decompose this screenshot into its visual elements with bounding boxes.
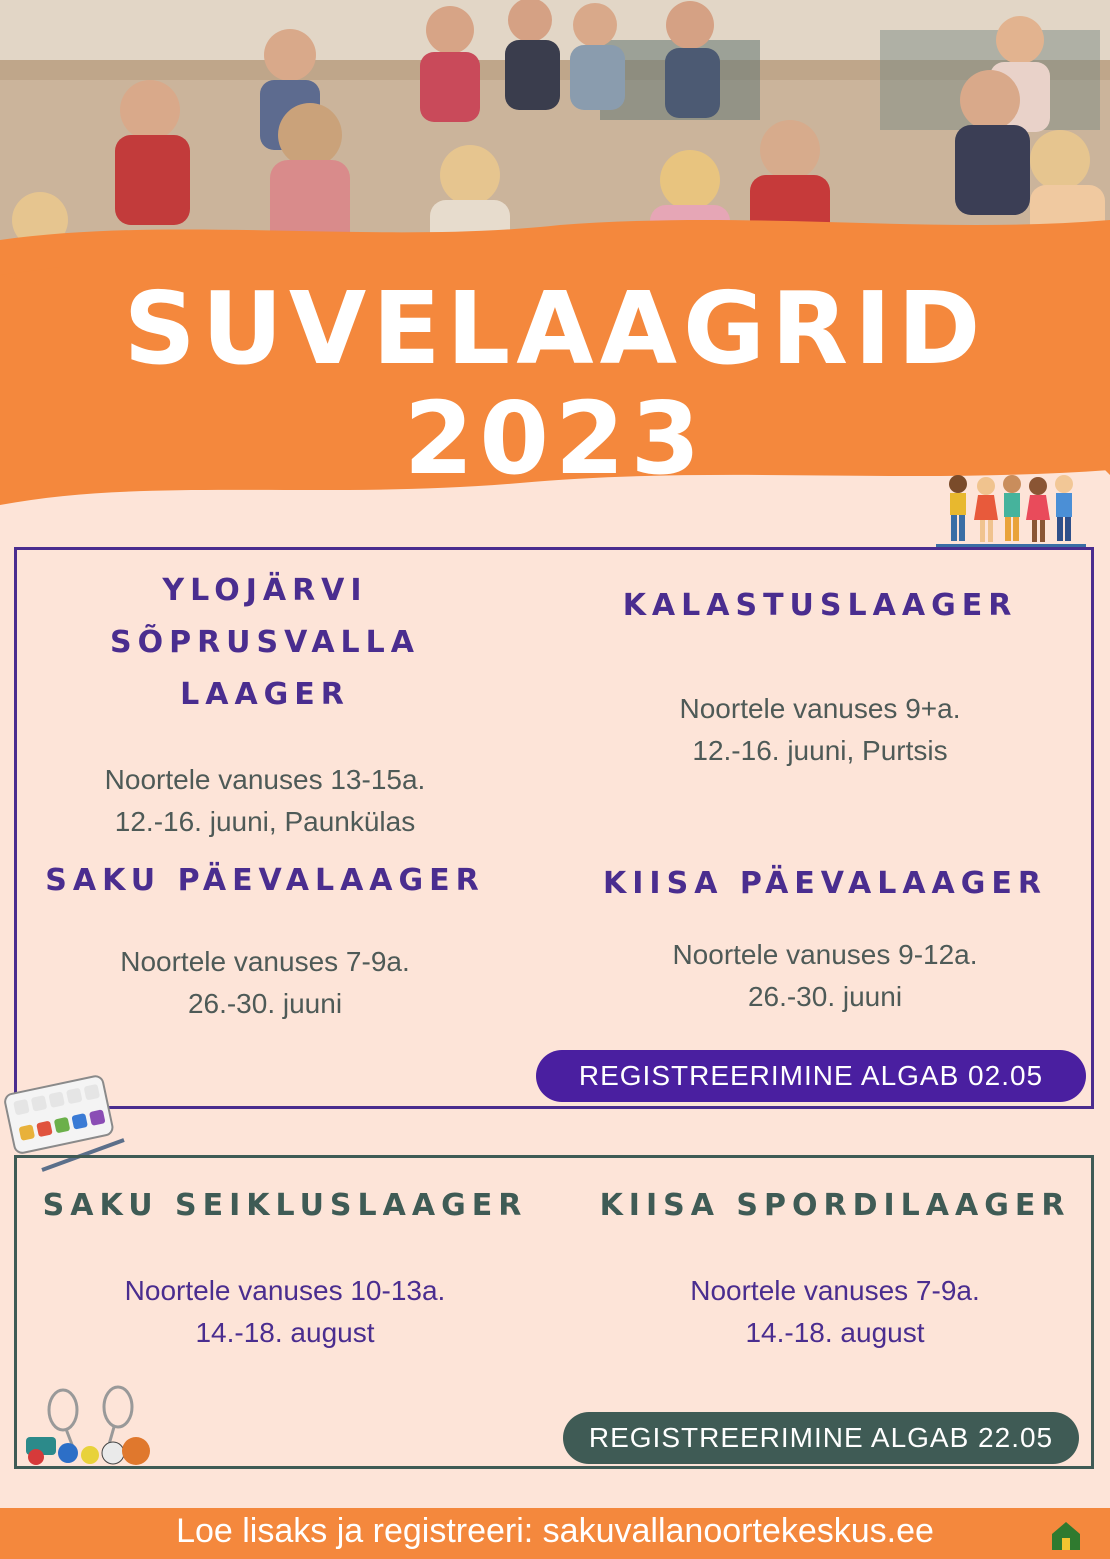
camp-saku-paevalaager <box>30 855 500 1025</box>
camp-kiisa-spordilaager <box>590 1180 1080 1354</box>
camp-ylojarvi <box>30 565 500 843</box>
camp-name: SAKU SEIKLUSLAAGER <box>42 1188 528 1223</box>
camp-age: Noortele vanuses 7-9a. <box>120 946 410 977</box>
title-suvelaagrid: SUVELAAGRID <box>123 270 987 387</box>
camp-kalastuslaager <box>585 580 1055 772</box>
footer-link-text[interactable]: Loe lisaks ja registreeri: sakuvallanoortekeskus.ee <box>176 1512 934 1550</box>
camp-name: KIISA SPORDILAAGER <box>599 1188 1071 1223</box>
camp-kiisa-paevalaager <box>585 858 1065 1018</box>
camp-age: Noortele vanuses 9+a. <box>679 693 961 724</box>
camp-age: Noortele vanuses 10-13a. <box>124 1275 446 1306</box>
camp-name: SÕPRUSVALLA LAAGER <box>109 625 420 712</box>
sports-equipment-icon <box>18 1385 158 1470</box>
camp-dates: 12.-16. juuni, Paunkülas <box>114 806 416 837</box>
registration-badge-2205: REGISTREERIMINE ALGAB 22.05 <box>563 1412 1079 1464</box>
camp-dates: 14.-18. august <box>745 1317 925 1348</box>
title-year: 2023 <box>403 380 707 497</box>
camp-name: KALASTUSLAAGER <box>622 588 1018 623</box>
camp-name: KIISA PÄEVALAAGER <box>603 866 1047 901</box>
footer-bar <box>0 1508 1110 1559</box>
kids-illustration <box>936 468 1086 548</box>
camp-dates: 14.-18. august <box>195 1317 375 1348</box>
camp-age: Noortele vanuses 7-9a. <box>690 1275 980 1306</box>
camp-dates: 12.-16. juuni, Purtsis <box>692 735 948 766</box>
camp-name: YLOJÄRVI <box>162 573 368 608</box>
camp-saku-seikluslaager <box>30 1180 540 1354</box>
youth-center-logo-icon <box>1048 1518 1084 1552</box>
camp-dates: 26.-30. juuni <box>187 988 343 1019</box>
camp-dates: 26.-30. juuni <box>747 981 903 1012</box>
camp-age: Noortele vanuses 9-12a. <box>672 939 978 970</box>
camp-name: SAKU PÄEVALAAGER <box>45 863 485 898</box>
registration-badge-0205: REGISTREERIMINE ALGAB 02.05 <box>536 1050 1086 1102</box>
camp-age: Noortele vanuses 13-15a. <box>104 764 426 795</box>
